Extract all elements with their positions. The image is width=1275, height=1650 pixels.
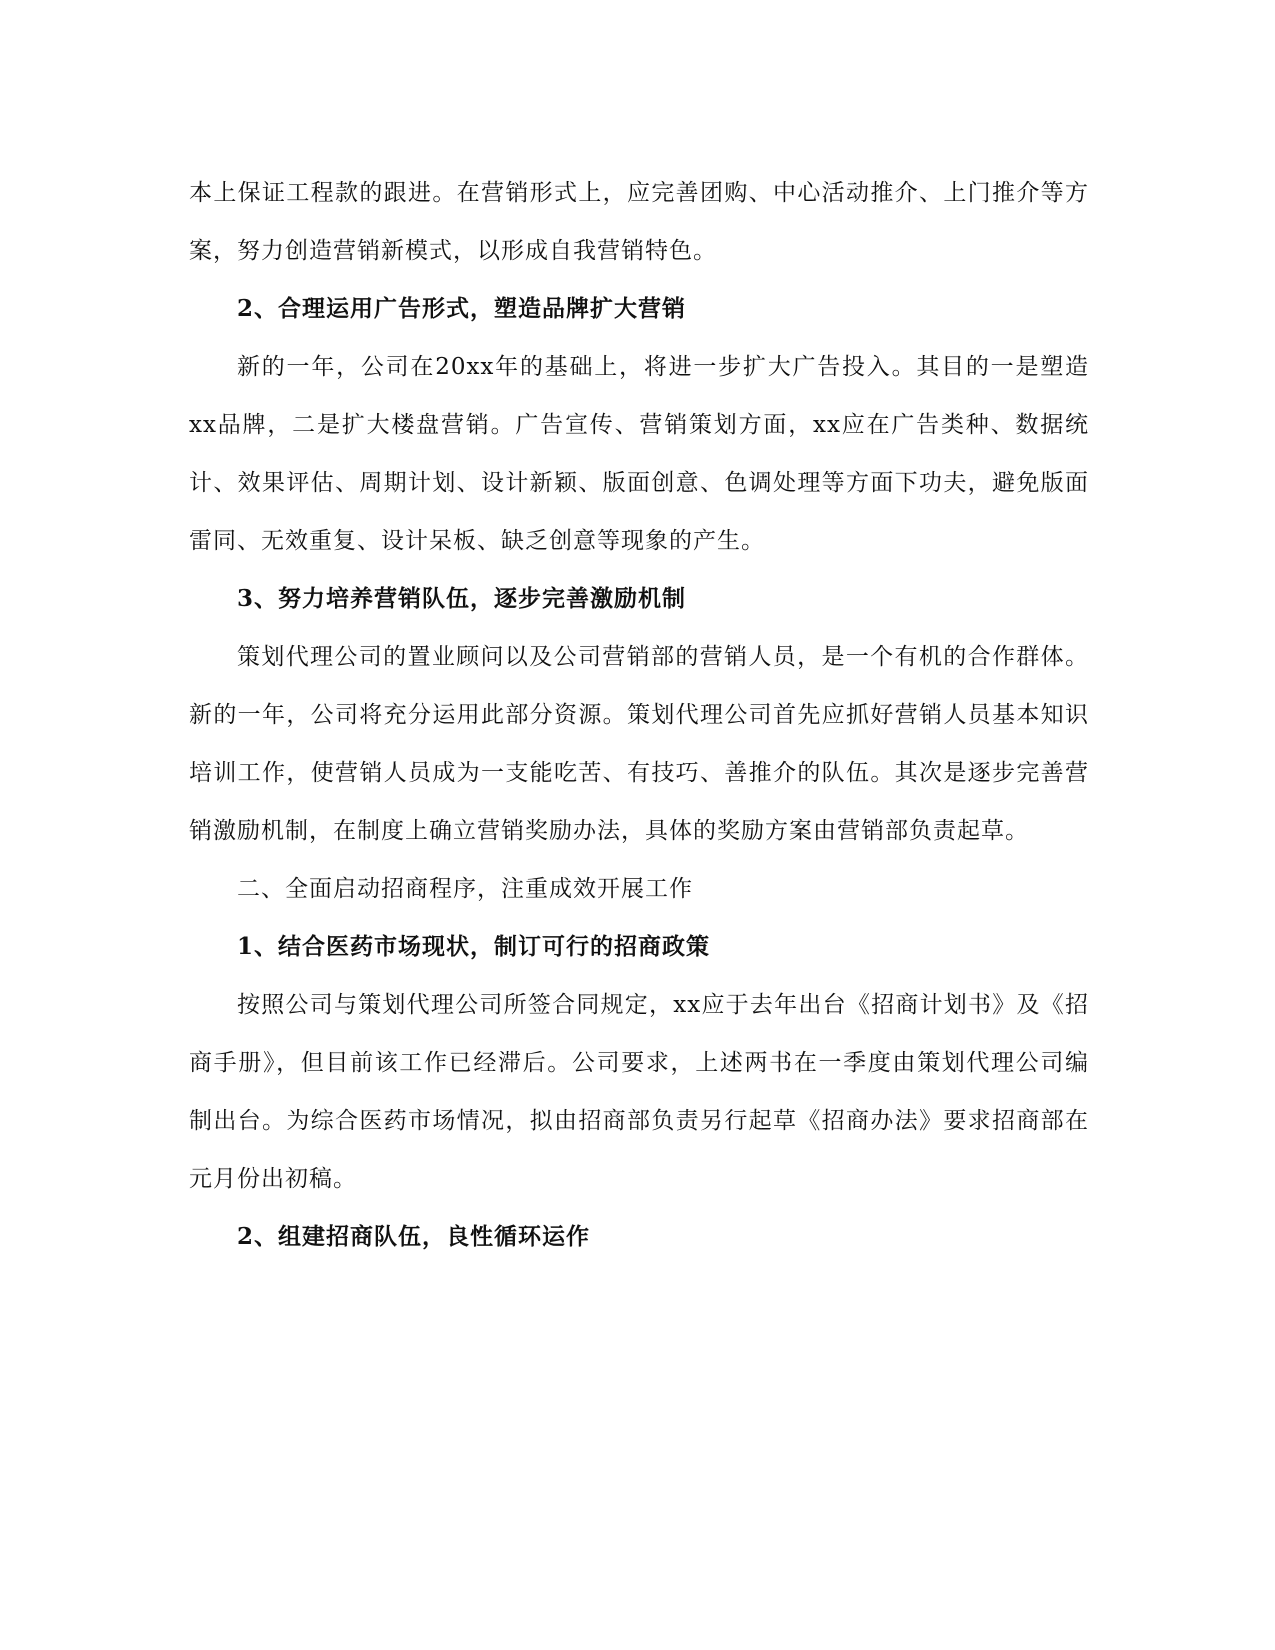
paragraph-sales-team: 策划代理公司的置业顾问以及公司营销部的营销人员，是一个有机的合作群体。新的一年，公司将充分运用此部分资源。策划代理公司首先应抓好营销人员基本知识培训工作，使营销人员成为一支能吃苦、有技巧、善推介的队伍。其次是逐步完善营销激励机制，在制度上确立营销奖励办法，具体的奖励方案由营销部负责起草。 [189, 644, 1089, 844]
paragraph-marketing-form: 本上保证工程款的跟进。在营销形式上，应完善团购、中心活动推介、上门推介等方案，努力创造营销新模式，以形成自我营销特色。 [189, 180, 1089, 264]
document-body [189, 164, 1089, 1266]
paragraph-investment-policy: 按照公司与策划代理公司所签合同规定，xx应于去年出台《招商计划书》及《招商手册》，但目前该工作已经滞后。公司要求，上述两书在一季度由策划代理公司编制出台。为综合医药市场情况，拟由招商部负责另行起草《招商办法》要求招商部在元月份出初稿。 [189, 992, 1089, 1192]
paragraph-advertising: 新的一年，公司在20xx年的基础上，将进一步扩大广告投入。其目的一是塑造xx品牌，二是扩大楼盘营销。广告宣传、营销策划方面，xx应在广告类种、数据统计、效果评估、周期计划、设计新颖、版面创意、色调处理等方面下功夫，避免版面雷同、无效重复、设计呆板、缺乏创意等现象的产生。 [189, 354, 1089, 554]
heading-investment-policy: 1、结合医药市场现状，制订可行的招商政策 [237, 933, 711, 960]
heading-sales-team: 3、努力培养营销队伍，逐步完善激励机制 [237, 585, 687, 612]
heading-investment-team: 2、组建招商队伍，良性循环运作 [237, 1223, 591, 1250]
heading-advertising: 2、合理运用广告形式，塑造品牌扩大营销 [237, 295, 687, 322]
section-heading-investment: 二、全面启动招商程序，注重成效开展工作 [237, 876, 693, 902]
